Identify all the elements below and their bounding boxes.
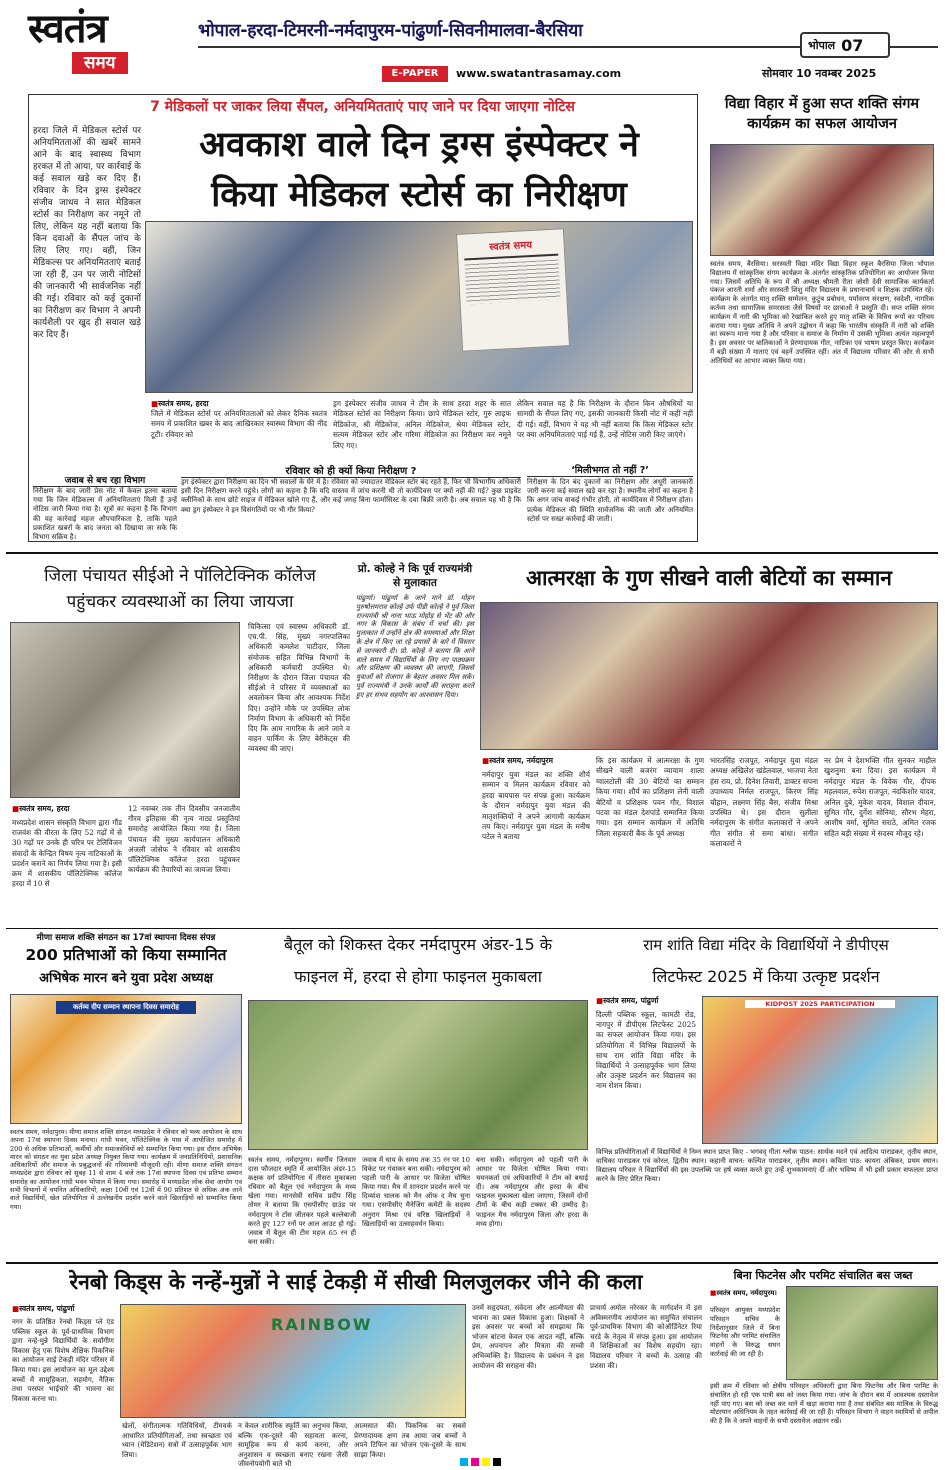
ceo-headline-1: जिला पंचायत सीईओ ने पॉलिटेक्निक कॉलेज [44, 566, 316, 586]
atma-byline: ■ स्वतंत्र समय, नर्मदापुरम [482, 756, 553, 766]
rainbow-col-5: उनमें सहृदयता, संवेदना और आत्मीयता की भावना का प्रबल विकास हुआ। शिक्षकों ने इस अवसर पर बच्चों को समझाया कि भोजन बांटना केवल एक आदत नहीं, बल्कि प्रेम, अपनापन और मित्रता की सच्ची अभिव्यक्ति है। विद्यालय के प्रबंधन ने इस आयोजन की सराहना की। [472, 1304, 584, 1370]
logo-top-text: स्वतंत्र [28, 6, 107, 52]
ceo-byline: ■ स्वतंत्र समय, हरदा [12, 804, 70, 814]
betul-col-2: जवाब में चाय के समय तक 35 रन पर 10 विकेट पर गंवाकर बना सकी। नर्मदापुरम को पहली पारी के आधार पर विजेता घोषित किया गया। मैच में शानदार प्रदर्शन करने पर दिव्यांश चालक को मैन ऑफ द मैच चुना गया। एसपीसीए मैनेजिंग कमेटी के सदस्य अनुराग मिश्रा एवं वरिष्ठ खिलाड़ियों ने खिलाड़ियों का उत्साहवर्धन किया। [362, 1156, 470, 1228]
meena-story [10, 930, 242, 1260]
website-link[interactable]: www.swatantrasamay.com [456, 67, 622, 80]
edition-badge [800, 32, 890, 58]
rainbow-col-4: आत्मसात कीं। पिकनिक का सबसे प्रेरणादायक क्षण तब आया जब बच्चों ने अपने टिफिन का भोजन एक-दूसरे के साथ साझा किया। [354, 1422, 466, 1459]
ram-headline-1: राम शांति विद्या मंदिर के विद्यार्थियों ने डीपीएस [643, 936, 889, 954]
ram-text-bottom: विभिन्न प्रतियोगिताओं में विद्यार्थियों ने निम्न स्थान प्राप्त किए - भगवद् गीता श्लोक पाठन: सार्थक मदने एवं आदित्य पाराडकर, तृतीय स्थान, वाचिका पाराडकर एवं कोरल, द्वितीय स्थान। कहानी वाचन: कल्पित पाराडकर, तृतीय स्थान। कविता पाठ: कायरा अंबिकर, प्रथम स्थान। विद्यालय परिवार ने विद्यार्थियों की इस उपलब्धि पर हर्ष व्यक्त करते हुए उन्हें शुभकामनाएं दीं और भविष्य में भी इसी प्रकार सफलता प्राप्त करने के लिए प्रेरित किया। [596, 1148, 938, 1184]
bina-photo [786, 1286, 938, 1380]
vidya-text: स्वतंत्र समय, बैरसिया। सरस्वती विद्या मंदिर विद्या विहार स्कूल बैरसिया जिला भोपाल विद्यालय में सांस्कृतिक संगम कार्यक्रम के अंतर्गत सांस्कृतिक प्रतियोगिता का आयोजन किया गया। जिसमें अतिथि के रूप में श्री अध्यक्ष श्रीमती रीता जोशी देवी सामाजिक कार्यकर्ता पंकज आरती शर्मा और सरस्वती शिशु मंदिर विद्यालय के प्रधानाचार्य व शिक्षक उपस्थित रहे। कार्यक्रम के अंतर्गत मातृ शक्ति सम्मेलन, कुटुंब प्रबोधन, पर्यावरण संरक्षण, स्वदेशी, नागरिक कर्तव्य तथा सामाजिक समरसता जैसे विषयों पर छात्राओं ने प्रस्तुति दी। सप्त शक्ति संगम कार्यक्रम में नारी की भूमिका को रेखांकित करते हुए मातृ शक्ति के विविध रूपों का परिचय कराया गया। मुख्य अतिथि ने अपने उद्बोधन में कहा कि भारतीय संस्कृति में नारी को शक्ति का स्वरूप माना गया है और परिवार व समाज के निर्माण में उसकी भूमिका अत्यंत महत्वपूर्ण है। इस अवसर पर बालिकाओं ने प्रेरणादायक गीत, नाटिका एवं भाषण प्रस्तुत किए। कार्यक्रम में बड़ी संख्या में माताएं एवं बहनें उपस्थित रहीं। अंत में विद्यालय परिवार की ओर से सभी अतिथियों का आभार व्यक्त किया गया। [710, 260, 934, 365]
clip-logo: स्वतंत्र समय [489, 239, 533, 254]
lead-col-3: लेकिन सवाल यह है कि निरीक्षण के दौरान किन औषधियों या सामग्री के सैंपल लिए गए, इसकी जानकारी किसी नोट में कहीं नहीं दी गई। वहीं, विभाग ने यह भी नहीं बताया कि किस मेडिकल स्टोर पर क्या अनियमितताएं पाई गई हैं, उन्हें नोटिस जारी किए जाएंगे। [517, 399, 693, 440]
vidya-headline: विद्या विहार में हुआ सप्त शक्ति संगम कार्यक्रम का सफल आयोजन [724, 96, 920, 132]
ram-text-top: दिल्ली पब्लिक स्कूल, कामठी रोड, नागपुर में डीपीएस लिटफेस्ट 2025 का सफल आयोजन किया गया। इस प्रतियोगिता में विभिन्न विद्यालयों के साथ राम शांति विद्या मंदिर के विद्यार्थियों ने उत्साहपूर्वक भाग लिया और उत्कृष्ट प्रदर्शन कर विद्यालय का नाम रोशन किया। [596, 1010, 696, 1091]
vidya-photo [710, 144, 934, 256]
meena-kicker: मीणा समाज शक्ति संगठन का 17वां स्थापना दिवस संपन्न [36, 933, 216, 943]
ram-photo [702, 996, 938, 1144]
atma-story [480, 560, 938, 944]
lead-byline: ■ स्वतंत्र समय, हरदा [151, 399, 209, 409]
ceo-text-left: मध्यप्रदेश शासन संस्कृति विभाग द्वारा गौंड राजवंश की वीरता के लिए 52 गढ़ों में से 30 गढ़ों पर उनके ही चरित्र पर टेलिविजन संवादों के केन्द्रित विषय नृत्य नाटिकाओं के प्रदर्शन कराने का निर्णय लिया गया है। इसी क्रम में शासकीय पॉलिटेक्निक कॉलेज हरदा में 10 से [12, 818, 122, 889]
betul-col-1: स्वतंत्र समय, नर्मदापुरम। स्वर्गीय जिनवार दास फौजदार स्मृति में आयोजित अंडर-15 कक्षक वर्ग प्रतियोगिता में तीसरा मुकाबला रविवार को बैतूल एवं नर्मदापुरम के मध्य खेला गया। मानसेवी सचिव प्रदीप सिंह तोमर ने बताया कि एसपीसीए ग्राउंड पर नर्मदापुरम ने टॉस जीतकर पहले बल्लेबाजी करते हुए 127 रनों पर आल आउट हो गई। जवाब में बैतूल की टीम महज 65 रन ही बना सकी। [248, 1156, 356, 1246]
ceo-text-mid: 12 नवम्बर तक तीन दिवसीय जनजातीय गौरव इतिहास की नृत्य नाट्य प्रस्तुतियां समारोह आयोजित किया गया है। जिला पंचायत की मुख्य कार्यपालन अधिकारी अंजली जोसेफ ने रविवार को शासकीय पॉलिटेक्निक कॉलेज हरदा पहुंचकर कार्यक्रम की तैयारियों का जायजा लिया। [128, 804, 240, 875]
lead-sub2-text: ड्रग इंस्पेक्टर द्वारा निरीक्षण का दिन भी सवालों के घेरे में है। रविवार को ज्यादातर मेडिकल स्टोर बंद रहते हैं, फिर भी विभागीय अधिकारी इसी दिन निरीक्षण करने पहुंचे। लोगों का कहना है कि यदि वास्तव में जांच करनी थी तो कार्यदिवस पर क्यों नहीं की गई? कुछ प्राइवेट क्लीनिकों के साथ छोटे साइज में मेडिकल खोले गए हैं, और कई जगह बिना फार्मासिस्ट के दवा बिक्री जारी है। अब सवाल यह भी है कि क्या ड्रग इंस्पेक्टर ने इन विसंगतियों पर भी गौर किया? [181, 478, 521, 514]
bina-headline: बिना फिटनेस और परमिट संचालित बस जब्त [733, 1269, 913, 1282]
ram-banner: KIDPOST 2025 PARTICIPATION [745, 1000, 895, 1008]
betul-headline-1: बैतूल को शिकस्त देकर नर्मदापुरम अंडर-15 के [283, 935, 553, 954]
lead-kicker: 7 मेडिकलों पर जाकर लिया सैंपल, अनियमितताएं पाए जाने पर दिया जाएगा नोटिस [29, 95, 696, 119]
date-text: सोमवार 10 नवम्बर 2025 [762, 67, 877, 80]
lead-sub1-text: निरीक्षण के बाद जारी प्रेस नोट में केवल इतना बताया गया कि जिन मेडिकल्स में अनियमितताएं मिली हैं उन्हें नोटिस जारी किया गया है। सूत्रों का कहना है कि विभाग की यह कार्रवाई महज औपचारिकता है, ताकि पहले प्रकाशित खबरों के बाद जनता को दिखाया जा सके कि विभाग सक्रिय है। [33, 487, 177, 542]
lead-clip [456, 228, 570, 351]
rainbow-headline: रेनबो किड्स के नन्हें-मुन्नों ने साई टेकड़ी में सीखी मिलजुलकर जीने की कला [69, 1270, 643, 1294]
lead-sub2-title: रविवार को ही क्यों किया निरीक्षण ? [181, 463, 521, 478]
atma-headline: आत्मरक्षा के गुण सीखने वाली बेटियों का सम्मान [526, 566, 892, 590]
kolhe-text: पांढुर्णा। पांढुर्णा के जाने माने डॉ. मोहन पुरुषोत्तमराव कोल्हे उर्फ पीडी कोल्हे ने पूर्व जिला राज्यमंत्री श्री नाना भाऊ मोहोड़ से भेंट की और नगर के विकास के संबंध में चर्चा की। इस मुलाकात में उन्होंने क्षेत्र की समस्याओं और शिक्षा के क्षेत्र में किए जा रहे प्रयासों के बारे में विस्तार से जानकारी दी। प्रो. कोल्हे ने बताया कि आने वाले समय में विद्यार्थियों के लिए नए पाठ्यक्रम और प्रशिक्षण की व्यवस्था की जाएगी, जिससे युवाओं को रोजगार के बेहतर अवसर मिल सकें। पूर्व राज्यमंत्री ने उनके कार्यों की सराहना करते हुए हर संभव सहयोग का आश्वासन दिया। [356, 594, 474, 699]
bina-byline: ■ स्वतंत्र समय, नर्मदापुरम। [710, 1288, 778, 1297]
divider-1 [6, 552, 938, 554]
rainbow-byline: ■ स्वतंत्र समय, पांढुर्णा [12, 1304, 74, 1314]
divider-2 [6, 928, 938, 929]
logo-bottom-text: समय [72, 52, 128, 74]
lead-sub3-text: निरीक्षण के दिन बंद दुकानों का निरीक्षण और अधूरी जानकारी जारी करना कई सवाल खड़े कर रहा है। स्थानीय लोगों का कहना है कि अगर जांच वाकई गंभीर होती, तो कार्यदिवस में निरीक्षण होता। प्रत्येक मेडिकल की स्थिति सार्वजनिक की जाती और अनियमित स्टोर्स पर सख्त कार्रवाई की जाती। [527, 478, 693, 523]
masthead [0, 0, 945, 84]
atma-col-4: नर प्रेम ने देशभक्ति गीत सुनकर माहौल खुशनुमा बना दिया। इस कार्यक्रम में नर्मदापुर मंडल के विवेक गौर, दीपक महलवाल, रुपेश राजपूत, नंदकिशोर यादव, अनिल दुबे, मुकेश यादव, विशाल दीवान, सुमित गौर, दुर्गेश सोनिया, सौरभ मेहरा, आशीष वर्मा, सुमित सराठे, अमित रजक सहित बड़ी संख्या में सदस्य मौजूद रहे। [824, 756, 936, 838]
masthead-cities: भोपाल-हरदा-टिमरनी-नर्मदापुरम-पांढुर्णा-सिवनीमालवा-बैरसिया [198, 21, 583, 41]
meena-banner: कर्तव्य दीप सम्मान स्थापना दिवस समारोह [56, 1001, 196, 1014]
bina-text-bottom: इसी क्रम में रविवार को क्षेत्रीय परिवहन अधिकारी द्वारा बिना फिटनेस और बिना परमिट के संचालित हो रही एक यात्री बस को जब्त किया गया। जांच के दौरान बस में आवश्यक दस्तावेज नहीं पाए गए। बस को जब्त कर थाने में खड़ा कराया गया है तथा संबंधित बस मालिक के विरुद्ध मोटरयान अधिनियम के तहत कार्रवाई की जा रही है। परिवहन विभाग ने वाहन स्वामियों से अपील की है कि वे अपने वाहनों के सभी दस्तावेज अद्यतन रखें। [710, 1382, 938, 1426]
ram-headline-2: लिटफेस्ट 2025 में किया उत्कृष्ट प्रदर्शन [652, 967, 880, 986]
betul-col-3: बना सकी। नर्मदापुरम को पहली पारी के आधार पर विजेता घोषित किया गया। चयनकर्ता एवं अधिकारियों ने टीम को बधाई दी। अब नर्मदापुरम और हरदा के बीच फाइनल मुकाबला खेला जाएगा, जिसमें दोनों टीमों के बीच कड़ी टक्कर की उम्मीद है। फाइनल मैच नर्मदापुरम जिला और हरदा के मध्य होगा। [476, 1156, 588, 1228]
ram-byline: ■ स्वतंत्र समय, पांढुर्णा [596, 996, 658, 1006]
epaper-label: E-PAPER [382, 66, 448, 82]
rainbow-photo [120, 1304, 466, 1418]
ceo-headline-2: पहुंचकर व्यवस्थाओं का लिया जायजा [66, 592, 294, 612]
meena-headline-1: 200 प्रतिभाओं को किया सम्मानित [25, 946, 227, 964]
edition-city: भोपाल [808, 38, 836, 52]
rainbow-story [10, 1264, 702, 1469]
ceo-col-right: चिकित्सा एवं स्वास्थ्य अधिकारी डॉ. एच.पी. सिंह, मुख्य नगरपालिका अधिकारी कमलेश पाटीदार, जिला संयोजक सहित विभिन्न विभागों के अधिकारी कर्मचारी उपस्थित थे। निरीक्षण के दौरान जिला पंचायत की सीईओ ने परिसर में व्यवस्थाओं का अवलोकन किया और आवश्यक निर्देश दिए। उन्होंने मौके पर उपस्थित लोक निर्माण विभाग के अधिकारी को निर्देश दिए कि आम नागरिक के आने जाने व वाहन पार्किंग के लिए बेरीकेट्स की व्यवस्था की जाए। [248, 622, 350, 754]
bina-text-side: परिवहन आयुक्त मध्यप्रदेश परिवहन सचिव के निर्देशानुसार जिले में बिना फिटनेस और परमिट संचालित वाहनों के विरुद्ध सघन कार्रवाई की जा रही है। [710, 1306, 780, 1358]
betul-headline-2: फाइनल में, हरदा से होगा फाइनल मुकाबला [294, 967, 542, 986]
betul-photo [248, 1000, 588, 1150]
ceo-photo [10, 622, 240, 798]
lead-sub3-title: ‘मिलीभगत तो नहीं ?’ [527, 463, 693, 477]
lead-headline-2: किया मेडिकल स्टोर्स का निरीक्षण [211, 175, 627, 215]
meena-photo [10, 994, 242, 1124]
registration-marks [460, 1458, 501, 1466]
rainbow-col-3: न केवल शारीरिक स्फूर्ति का अनुभव किया, बल्कि एक-दूसरे की सहायता करना, सामूहिक रूप से कार्य करना, और अनुशासन व स्वच्छता बनाए रखना जैसी जीवनोपयोगी बातें भी [238, 1422, 348, 1469]
rainbow-col-1: नगर के प्रतिष्ठित रेनबो किड्स प्ले एंड पब्लिक स्कूल के पूर्व-प्राथमिक विभाग द्वारा नन्हे-मुन्ने विद्यार्थियों के सर्वांगीण विकास हेतु एक विशेष शैक्षिक पिकनिक का आयोजन साई टेकड़ी मंदिर परिसर में किया गया। इस आयोजन का मूल उद्देश्य बच्चों में सामूहिकता, सहयोग, नैतिक तथा परस्पर भाईचारे की भावना का विकास करना था। [12, 1318, 114, 1403]
atma-col-1: नर्मदापुर युवा मंडल का शक्ति शौर्य सम्मान व मिलन कार्यक्रम रविवार को हरदा बायपास पर संपन्न हुआ। कार्यक्रम के दौरान नर्मदापुर युवा मंडल की मातृशक्तियों ने अपने आगामी कार्यक्रम तय किए। नर्मदापुर युवा मंडल के मनीष पटेल ने बताया [482, 770, 590, 842]
lead-sub1-title: जवाब से बच रहा विभाग [33, 473, 177, 487]
rainbow-banner: RAINBOW [271, 1315, 373, 1334]
atma-photo [480, 602, 938, 750]
lead-side-text: हरदा जिले में मेडिकल स्टोर्स पर अनियमितताओं की खबरें सामने आने के बाद स्वास्थ्य विभाग हरकत में तो आया, पर कार्रवाई के कई सवाल खड़े कर दिए हैं। रविवार के दिन ड्रग्स इंस्पेक्टर संजीव जाधव ने सात मेडिकल स्टोर्स का निरीक्षण कर नमूने तो लिए, लेकिन यह नहीं बताया कि किन दवाओं के सैंपल जांच के लिए लिए गए। वहीं, जिन मेडिकल्स पर अनियमितताएं बताई जा रही हैं, उन पर जारी नोटिसों की जानकारी भी सार्वजनिक नहीं की गई। रविवार को कई दुकानों का निरीक्षण कर विभाग ने अपनी कार्यशैली पर खुद ही सवाल खड़े कर दिए हैं। [33, 126, 142, 340]
lead-col-2: ड्रग इंस्पेक्टर संजीव जाधव ने टीम के साथ हरदा शहर के सात मेडिकल स्टोर्स का निरीक्षण किया। छापे मेडिकल स्टोर, गुरु लाइफ मेडिकोज, श्री मेडिकोज, अनिल मेडिकोज, श्रेया मेडिकल स्टोर, सत्यम मेडिकल स्टोर और गरिमा मेडिकोज का निरीक्षण कर नमूने लिए गए। [333, 399, 511, 450]
lead-headline-1: अवकाश वाले दिन ड्रग्स इंस्पेक्टर ने [199, 125, 639, 165]
betul-story [248, 930, 588, 1260]
page-number: 07 [841, 35, 864, 55]
bina-story [708, 1264, 938, 1464]
meena-text: स्वतंत्र समय, नर्मदापुरम। मीणा समाज शक्ति संगठन मध्यप्रदेश ने रविवार को भव्य आयोजन के साथ अपना 17वां स्थापना दिवस मनाया। गांधी भवन, पॉलिटेक्निक के पास में आयोजित समारोह में 200 से अधिक प्रतिभाओं, कर्मीयों और समाजसेवियों को सम्मानित किया गया। इस दौरान अभिषेक मारन को संगठन का युवा प्रदेश अध्यक्ष नियुक्त किया गया। कार्यक्रम में जनप्रतिनिधियों, प्रशासनिक अधिकारियों और समाज के प्रबुद्धजनों की गरिमामयी मौजूदगी रही। मीणा समाज शक्ति संगठन मध्यप्रदेश द्वारा रविवार को सुबह 11 से शाम 4 बजे तक 17वां स्थापना दिवस एवं प्रतिभा सम्मान समारोह का आयोजन गांधी भवन भोपाल में किया गया। समारोह में मध्यप्रदेश लोक सेवा आयोग एवं सभी विभागों में चयनित अधिकारियों, कक्षा 10वीं एवं 12वीं में 90 प्रतिशत से अधिक अंक लाने वाले विद्यार्थियों, खेल प्रतियोगिता में उल्लेखनीय प्रदर्शन करने वाले खिलाड़ियों को सम्मानित किया गया। [10, 1128, 242, 1211]
lead-col-1: जिले में मेडिकल स्टोर्स पर अनियमितताओं को लेकर दैनिक स्वतंत्र समय में प्रकाशित खबर के बाद आखिरकार स्वास्थ्य विभाग की नींद टूटी। रविवार को [151, 409, 327, 439]
kolhe-story [356, 560, 474, 930]
atma-col-2: कि इस कार्यक्रम में आत्मरक्षा के गुण सीखने वाली बजरंग व्यायाम शाला ग्वालटोली की 30 बेटियों का सम्मान किया गया। शौर्य का प्रशिक्षण लेनी वाली बेटियों व प्रशिक्षक पवन गौर, विशाल पटवा का मंडल देशपांडे सम्मानित किया गया। इस सम्मान कार्यक्रम में अतिथि जिला सहकारी बैंक के पूर्व अध्यक्ष [596, 756, 704, 838]
vidya-story [706, 94, 938, 546]
meena-headline-2: अभिषेक मारन बने युवा प्रदेश अध्यक्ष [39, 971, 213, 986]
kolhe-headline: प्रो. कोल्हे ने कि पूर्व राज्यमंत्री से मुलाकात [357, 563, 473, 589]
atma-col-3: भारतसिंह राजपूत, नर्मदापुर युवा मंडल अध्यक्ष अखिलेश खंडेलवाल, भाजपा नेता हंस राय, प्रो. दिनेश तिवारी, डाक्टर सपना उपाध्याय निर्मल राजपूत, किरण सिंह चौहान, लक्ष्मण सिंह बैस, संजीव मिश्रा उपस्थित थे। इस दौरान सुलीला नर्मदापुरम के संगीत कलाकारों ने अपने गीत संगीत से समा बांधा। संगीत कलाकारों ने [710, 756, 818, 849]
ceo-story [10, 560, 350, 944]
rainbow-col-6: प्राचार्य अमोल नरेरकर के मार्गदर्शन में इस अविस्मरणीय आयोजन का समुचित संचालन पूर्व-प्राथमिक विभाग की कोऑर्डिनेटर रिया चरडे के नेतृत्व में संपन्न हुआ। इस आयोजन में शिक्षिकाओं का विशेष सहयोग रहा। विद्यालय परिवार ने बच्चों के उत्साह की प्रशंसा की। [590, 1304, 702, 1370]
lead-story [28, 94, 698, 542]
lead-photo [145, 221, 693, 393]
logo [28, 8, 188, 80]
ram-story [594, 930, 938, 1260]
rainbow-col-2: खेलों, संगीतात्मक गतिविधियों, टीमवर्क आधारित प्रतियोगिताओं, तथा स्वच्छता एवं ध्यान (मेडिटेशन) सत्रों में उत्साहपूर्वक भाग लिया। [122, 1422, 232, 1459]
